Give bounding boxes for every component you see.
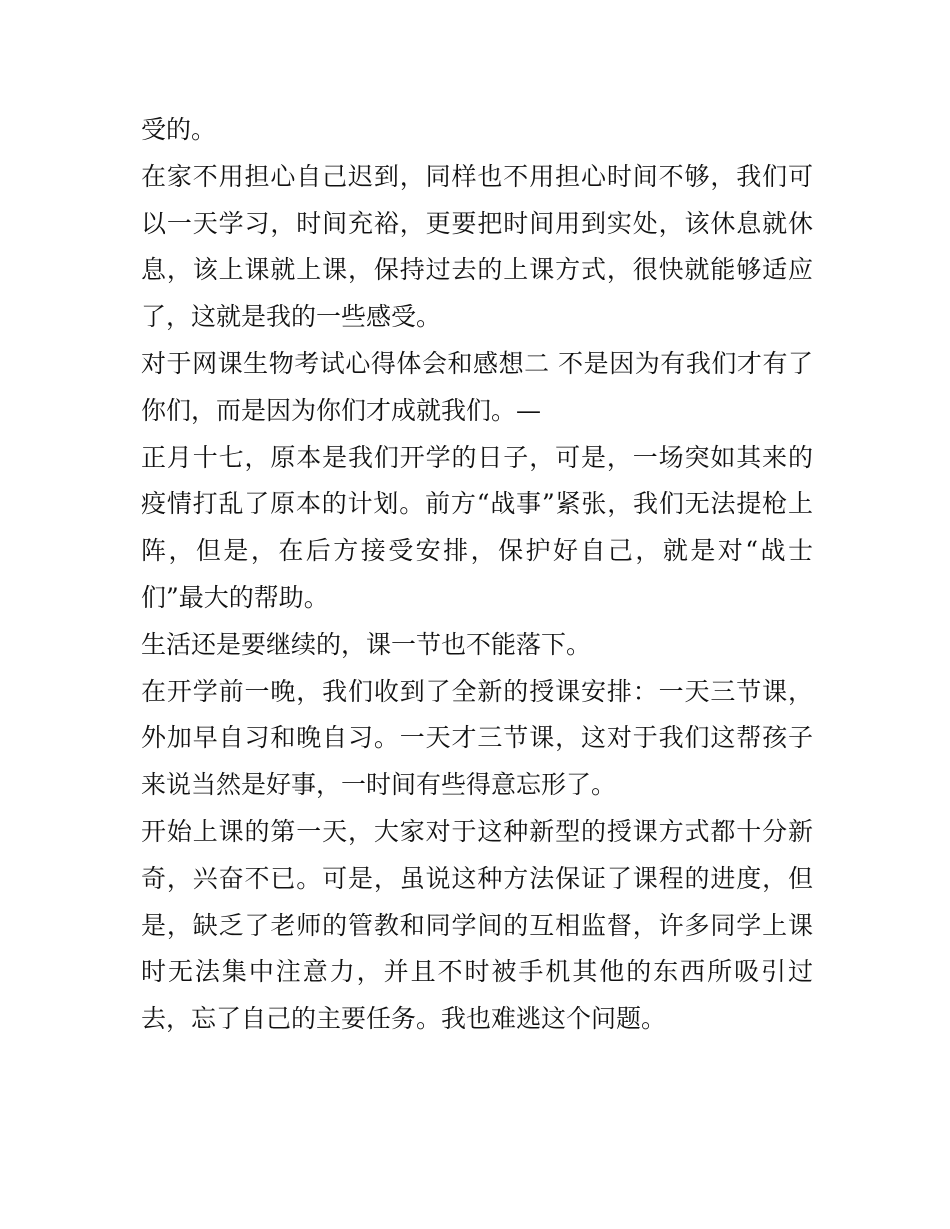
paragraph-7: 开始上课的第一天，大家对于这种新型的授课方式都十分新奇，兴奋不已。可是，虽说这种方法保证了课程的进度，但是，缺乏了老师的管教和同学间的互相监督，许多同学上课时无法集中注意力，并且不时被手机其他的东西所吸引过去，忘了自己的主要任务。我也难逃这个问题。 xyxy=(141,816,813,1034)
paragraph-2: 在家不用担心自己迟到，同样也不用担心时间不够，我们可以一天学习，时间充裕，更要把时间用到实处，该休息就休息，该上课就上课，保持过去的上课方式，很快就能够适应了，这就是我的一些感受。 xyxy=(141,161,813,332)
document-body xyxy=(141,107,813,1043)
paragraph-1: 受的。 xyxy=(141,115,217,144)
paragraph-6: 在开学前一晚，我们收到了全新的授课安排：一天三节课，外加早自习和晚自习。一天才三节课，这对于我们这帮孩子来说当然是好事，一时间有些得意忘形了。 xyxy=(141,676,813,800)
paragraph-4: 正月十七，原本是我们开学的日子，可是，一场突如其来的疫情打乱了原本的计划。前方“战事”紧张，我们无法提枪上阵，但是，在后方接受安排，保护好自己，就是对“战士们”最大的帮助。 xyxy=(141,442,813,612)
paragraph-5: 生活还是要继续的，课一节也不能落下。 xyxy=(141,629,592,659)
paragraph-3: 对于网课生物考试心得体会和感想二 不是因为有我们才有了你们，而是因为你们才成就我们。— xyxy=(141,348,813,425)
